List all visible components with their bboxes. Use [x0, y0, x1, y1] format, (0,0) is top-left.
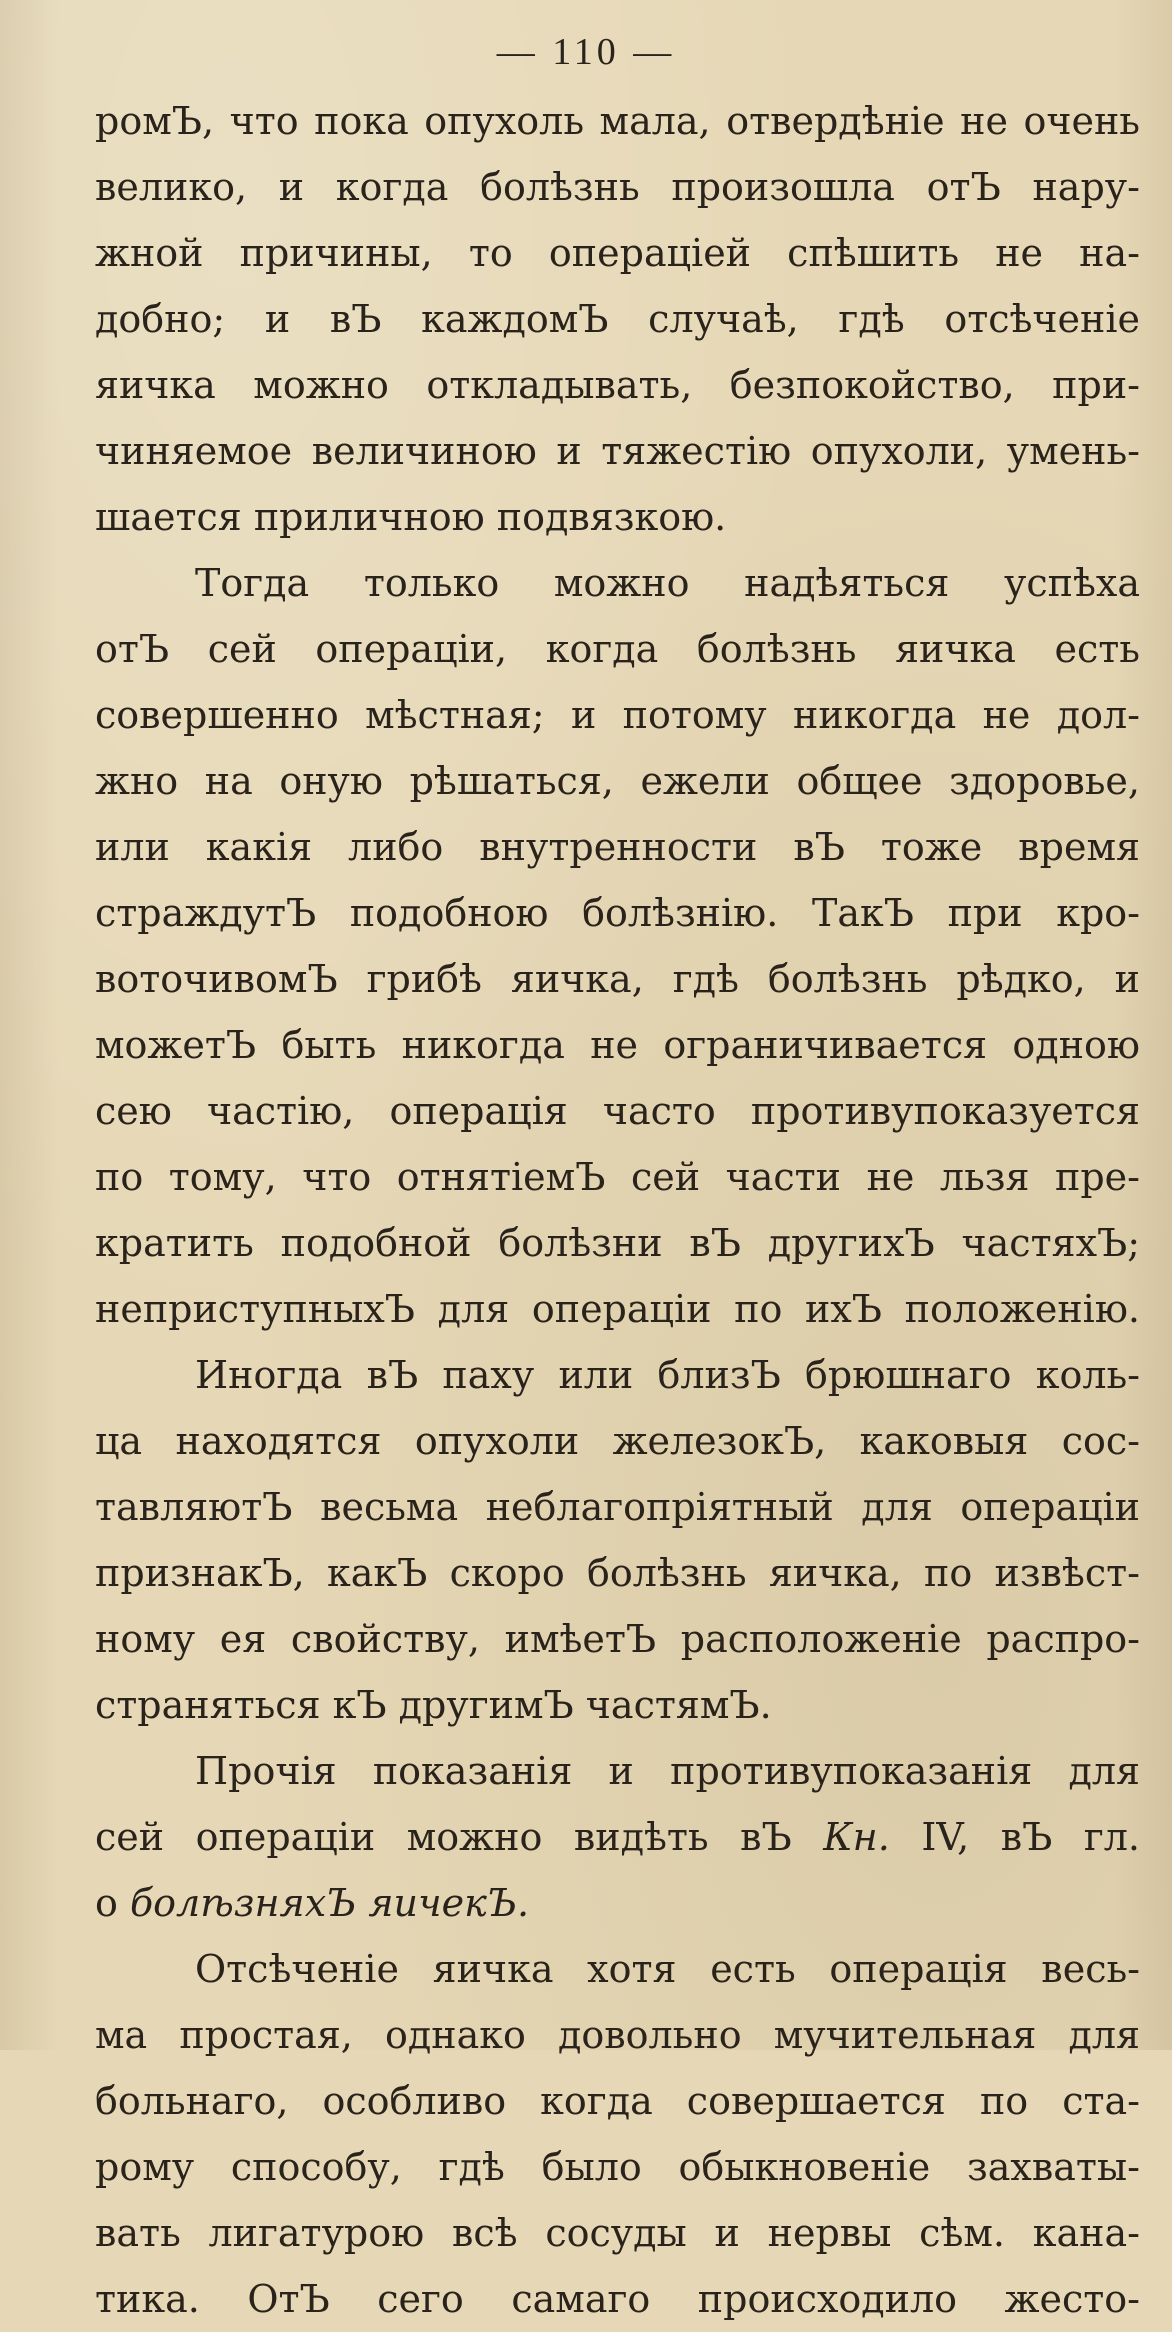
text-line: признакЪ, какЪ скоро болѣзнь яичка, по извѣст- — [95, 1551, 1140, 1595]
text-line: велико, и когда болѣзнь произошла отЪ нару- — [95, 165, 1140, 209]
text-line: ному ея свойству, имѣетЪ расположеніе распро- — [95, 1617, 1140, 1661]
text-line: страждутЪ подобною болѣзнію. ТакЪ при кро- — [95, 891, 1140, 935]
text-line: шается приличною подвязкою. — [95, 495, 727, 539]
text-line: чиняемое величиною и тяжестію опухоли, умень- — [95, 429, 1140, 473]
italic-text-segment: болѣзняхЪ яичекЪ. — [129, 1881, 530, 1925]
text-line: Тогда только можно надѣяться успѣха — [195, 561, 1140, 605]
text-line: добно; и вЪ каждомЪ случаѣ, гдѣ отсѣченіе — [95, 297, 1140, 341]
text-line: тавляютЪ весьма неблагопріятный для операціи — [95, 1485, 1140, 1529]
text-line: сею частію, операція часто противупоказуется — [95, 1089, 1140, 1133]
text-line: Прочія показанія и противупоказанія для — [195, 1749, 1140, 1793]
text-line: отЪ сей операціи, когда болѣзнь яичка есть — [95, 627, 1140, 671]
text-line: жно на оную рѣшаться, ежели общее здоровье, — [95, 759, 1140, 803]
text-line: яичка можно откладывать, безпокойство, при- — [95, 363, 1140, 407]
text-line — [95, 1870, 1140, 1936]
text-line: ма простая, однако довольно мучительная для — [95, 2013, 1140, 2057]
text-line: совершенно мѣстная; и потому никогда не дол- — [95, 693, 1140, 737]
text-line: ромЪ, что пока опухоль мала, отвердѣніе не очень — [95, 99, 1140, 143]
text-line: рому способу, гдѣ было обыкновеніе захваты- — [95, 2145, 1140, 2189]
text-line: жной причины, то операціей спѣшить не на- — [95, 231, 1140, 275]
text-line: воточивомЪ грибѣ яичка, гдѣ болѣзнь рѣдко, и — [95, 957, 1140, 1001]
text-line: кратить подобной болѣзни вЪ другихЪ частяхЪ; — [95, 1221, 1140, 1265]
text-line: или какія либо внутренности вЪ тоже время — [95, 825, 1140, 869]
text-segment: сей операціи можно видѣть вЪ — [95, 1815, 792, 1859]
text-line: по тому, что отнятіемЪ сей части не льзя пре- — [95, 1155, 1140, 1199]
body-text — [95, 88, 1140, 2332]
text-line: можетЪ быть никогда не ограничивается одною — [95, 1023, 1140, 1067]
text-segment: о — [95, 1881, 118, 1925]
page-number-header: — 110 — — [496, 31, 676, 73]
text-line: неприступныхЪ для операціи по ихЪ положенію. — [95, 1287, 1140, 1331]
text-segment: , вЪ гл. — [957, 1815, 1140, 1859]
text-line: вать лигатурою всѣ сосуды и нервы сѣм. кана- — [95, 2211, 1140, 2255]
text-line — [95, 1804, 1140, 1870]
text-line: тика. ОтЪ сего самаго происходило жесто- — [95, 2277, 1140, 2321]
text-line: больнаго, особливо когда совершается по ста- — [95, 2079, 1140, 2123]
text-line: Иногда вЪ паху или близЪ брюшнаго коль- — [195, 1353, 1140, 1397]
italic-text-segment: Кн. — [823, 1815, 890, 1859]
roman-numeral-segment: IV — [921, 1815, 958, 1859]
text-line: Отсѣченіе яичка хотя есть операція весь- — [195, 1947, 1140, 1991]
text-line: ца находятся опухоли железокЪ, каковыя сос- — [95, 1419, 1140, 1463]
text-line: страняться кЪ другимЪ частямЪ. — [95, 1683, 772, 1727]
